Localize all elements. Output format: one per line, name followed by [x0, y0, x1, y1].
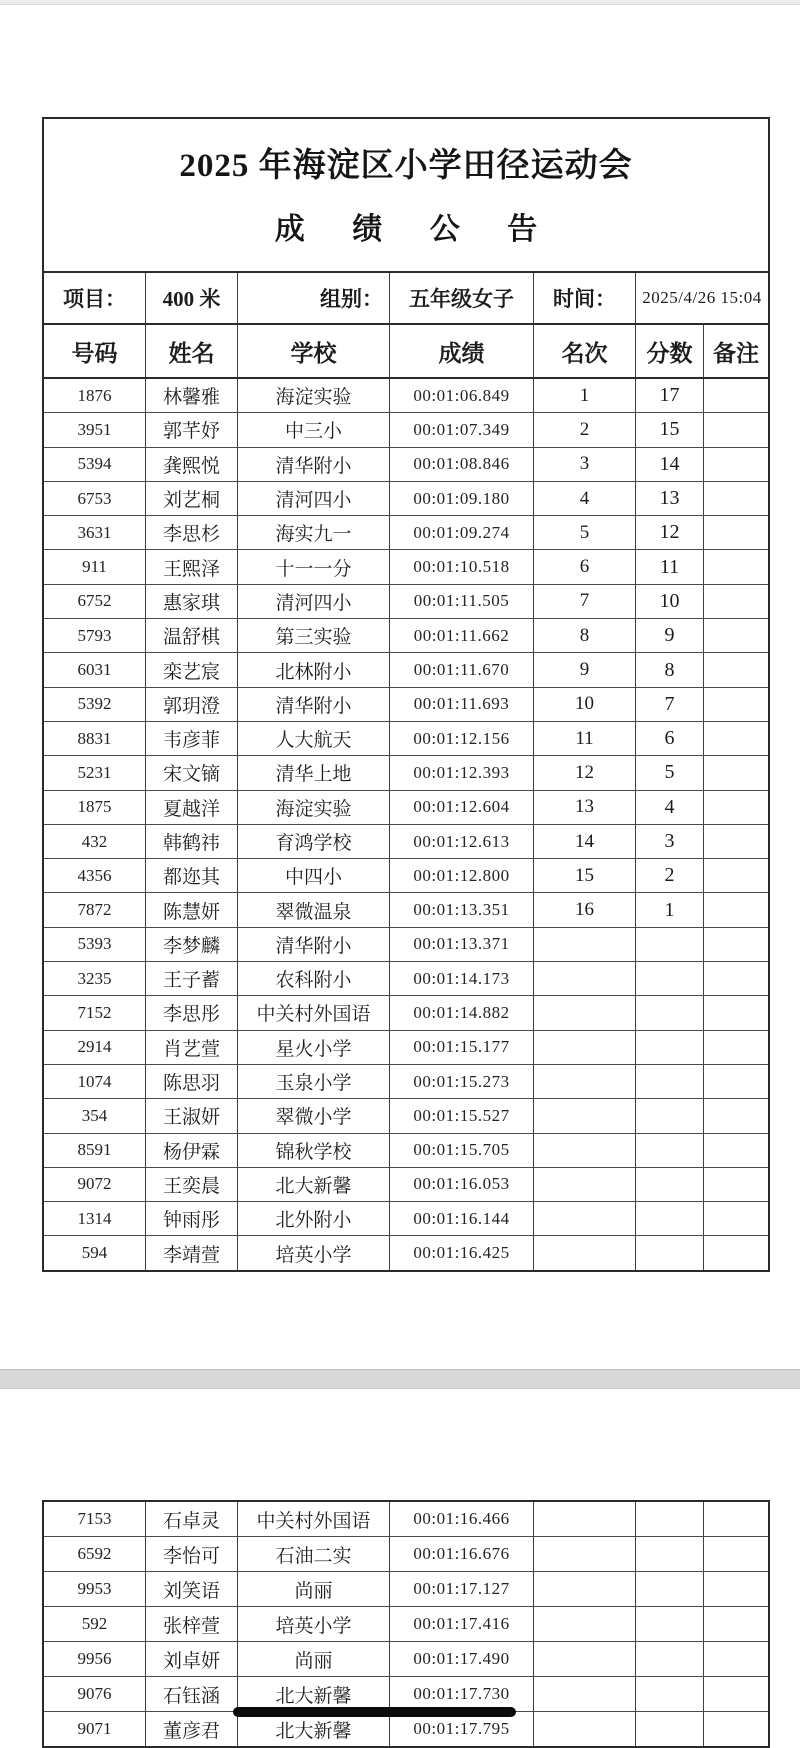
cell-score [635, 1168, 703, 1201]
cell-school: 石油二实 [237, 1537, 389, 1571]
cell-athlete-name: 惠家琪 [145, 585, 237, 618]
cell-remark [703, 619, 768, 652]
cell-score [635, 996, 703, 1029]
cell-remark [703, 1677, 768, 1711]
cell-rank: 2 [533, 413, 635, 446]
cell-result-time: 00:01:06.849 [389, 379, 533, 412]
table-row [44, 652, 768, 686]
cell-school: 清河四小 [237, 482, 389, 515]
cell-result-time: 00:01:07.349 [389, 413, 533, 446]
cell-remark [703, 1502, 768, 1536]
cell-score: 5 [635, 756, 703, 789]
table-row [44, 1676, 768, 1711]
cell-rank [533, 1099, 635, 1132]
cell-score: 17 [635, 379, 703, 412]
cell-athlete-name: 刘笑语 [145, 1572, 237, 1606]
table-row [44, 1030, 768, 1064]
cell-score [635, 1031, 703, 1064]
cell-school: 清华附小 [237, 448, 389, 481]
table-row [44, 1167, 768, 1201]
cell-school: 培英小学 [237, 1607, 389, 1641]
col-header-result: 成绩 [389, 325, 533, 377]
cell-bib-number: 3235 [77, 968, 112, 988]
cell-rank: 15 [533, 859, 635, 892]
cell-bib-number: 5392 [77, 694, 112, 714]
cell-score [635, 1065, 703, 1098]
table-row [44, 721, 768, 755]
cell-bib-number: 7872 [77, 900, 112, 920]
cell-score: 9 [635, 619, 703, 652]
cell-rank [533, 1065, 635, 1098]
cell-remark [703, 962, 768, 995]
cell-school: 人大航天 [237, 722, 389, 755]
cell-athlete-name: 李梦麟 [145, 928, 237, 961]
cell-bib-number: 6031 [77, 660, 112, 680]
cell-bib-number: 592 [81, 1614, 108, 1633]
cell-bib-number: 5793 [77, 625, 112, 645]
cell-bib-number: 6592 [77, 1544, 112, 1563]
cell-score: 6 [635, 722, 703, 755]
cell-bib-number: 9071 [77, 1719, 112, 1738]
cell-remark [703, 1099, 768, 1132]
table-row [44, 618, 768, 652]
cell-result-time: 00:01:16.466 [389, 1502, 533, 1536]
cell-remark [703, 448, 768, 481]
cell-remark [703, 585, 768, 618]
event-value: 400 米 [145, 273, 237, 323]
group-label: 组别： [237, 273, 389, 323]
cell-remark [703, 653, 768, 686]
cell-result-time: 00:01:15.527 [389, 1099, 533, 1132]
cell-score: 10 [635, 585, 703, 618]
cell-result-time: 00:01:13.371 [389, 928, 533, 961]
cell-result-time: 00:01:11.505 [389, 585, 533, 618]
table-row [44, 927, 768, 961]
table-row [44, 892, 768, 926]
cell-school: 中三小 [237, 413, 389, 446]
cell-remark [703, 482, 768, 515]
cell-remark [703, 722, 768, 755]
cell-remark [703, 1065, 768, 1098]
cell-score: 12 [635, 516, 703, 549]
cell-result-time: 00:01:11.693 [389, 688, 533, 721]
cell-score [635, 928, 703, 961]
results-body-page1 [44, 379, 768, 1270]
cell-athlete-name: 刘艺桐 [145, 482, 237, 515]
cell-athlete-name: 夏越洋 [145, 791, 237, 824]
cell-bib-number: 7153 [77, 1509, 112, 1528]
cell-school: 清河四小 [237, 585, 389, 618]
cell-rank [533, 1202, 635, 1235]
cell-score: 13 [635, 482, 703, 515]
cell-result-time: 00:01:17.795 [389, 1712, 533, 1746]
table-row [44, 961, 768, 995]
cell-bib-number: 8831 [77, 728, 112, 748]
cell-bib-number: 9956 [77, 1649, 112, 1668]
table-row [44, 1641, 768, 1676]
cell-athlete-name: 郭玥澄 [145, 688, 237, 721]
cell-school: 尚丽 [237, 1572, 389, 1606]
cell-rank: 9 [533, 653, 635, 686]
cell-score [635, 962, 703, 995]
cell-athlete-name: 陈慧妍 [145, 893, 237, 926]
cell-athlete-name: 都迩其 [145, 859, 237, 892]
cell-score: 14 [635, 448, 703, 481]
cell-bib-number: 9953 [77, 1579, 112, 1598]
cell-remark [703, 688, 768, 721]
table-row [44, 481, 768, 515]
table-row [44, 995, 768, 1029]
cell-athlete-name: 肖艺萱 [145, 1031, 237, 1064]
cell-rank: 10 [533, 688, 635, 721]
table-row [44, 379, 768, 412]
cell-athlete-name: 石卓灵 [145, 1502, 237, 1536]
cell-bib-number: 7152 [77, 1002, 112, 1022]
cell-score [635, 1134, 703, 1167]
cell-result-time: 00:01:16.676 [389, 1537, 533, 1571]
cell-remark [703, 791, 768, 824]
cell-school: 海淀实验 [237, 379, 389, 412]
cell-score [635, 1202, 703, 1235]
cell-remark [703, 1607, 768, 1641]
cell-school: 农科附小 [237, 962, 389, 995]
table-row [44, 1201, 768, 1235]
cell-school: 北大新馨 [237, 1168, 389, 1201]
table-row [44, 1098, 768, 1132]
cell-rank [533, 1642, 635, 1676]
cell-remark [703, 1572, 768, 1606]
cell-school: 第三实验 [237, 619, 389, 652]
table-row [44, 1064, 768, 1098]
cell-rank: 16 [533, 893, 635, 926]
col-header-name: 姓名 [145, 325, 237, 377]
cell-rank [533, 1168, 635, 1201]
cell-school: 中四小 [237, 859, 389, 892]
cell-school: 清华上地 [237, 756, 389, 789]
cell-bib-number: 5231 [77, 762, 112, 782]
cell-bib-number: 5393 [77, 934, 112, 954]
table-row [44, 790, 768, 824]
cell-result-time: 00:01:17.416 [389, 1607, 533, 1641]
table-row [44, 1235, 768, 1269]
cell-school: 中关村外国语 [237, 996, 389, 1029]
cell-rank [533, 1134, 635, 1167]
table-row [44, 1606, 768, 1641]
cell-bib-number: 432 [81, 831, 108, 851]
cell-result-time: 00:01:16.144 [389, 1202, 533, 1235]
cell-rank [533, 1537, 635, 1571]
cell-athlete-name: 龚熙悦 [145, 448, 237, 481]
time-value: 2025/4/26 15:04 [635, 273, 768, 323]
cell-score [635, 1099, 703, 1132]
cell-athlete-name: 李思杉 [145, 516, 237, 549]
table-row [44, 447, 768, 481]
cell-athlete-name: 林馨雅 [145, 379, 237, 412]
cell-school: 海实九一 [237, 516, 389, 549]
cell-score: 8 [635, 653, 703, 686]
document-subtitle: 成 绩 公 告 [274, 213, 558, 246]
cell-rank [533, 1502, 635, 1536]
cell-rank: 11 [533, 722, 635, 755]
cell-score: 3 [635, 825, 703, 858]
cell-athlete-name: 杨伊霖 [145, 1134, 237, 1167]
cell-score: 15 [635, 413, 703, 446]
table-row [44, 549, 768, 583]
cell-athlete-name: 钟雨彤 [145, 1202, 237, 1235]
table-header-row [44, 323, 768, 379]
cell-score [635, 1502, 703, 1536]
cell-result-time: 00:01:09.274 [389, 516, 533, 549]
table-row [44, 1133, 768, 1167]
cell-score [635, 1236, 703, 1269]
cell-remark [703, 1642, 768, 1676]
cell-bib-number: 1876 [77, 385, 112, 405]
table-row [44, 687, 768, 721]
cell-remark [703, 1134, 768, 1167]
black-marker-stroke [233, 1707, 516, 1717]
cell-school: 培英小学 [237, 1236, 389, 1269]
table-row [44, 584, 768, 618]
cell-score: 1 [635, 893, 703, 926]
cell-rank: 6 [533, 550, 635, 583]
col-header-remark: 备注 [703, 325, 768, 377]
cell-bib-number: 594 [81, 1243, 108, 1263]
table-row [44, 515, 768, 549]
cell-school: 玉泉小学 [237, 1065, 389, 1098]
cell-bib-number: 3951 [77, 419, 112, 439]
cell-result-time: 00:01:09.180 [389, 482, 533, 515]
cell-school: 星火小学 [237, 1031, 389, 1064]
cell-rank: 12 [533, 756, 635, 789]
cell-result-time: 00:01:16.425 [389, 1236, 533, 1269]
cell-school: 育鸿学校 [237, 825, 389, 858]
cell-remark [703, 1537, 768, 1571]
cell-rank [533, 1712, 635, 1746]
cell-remark [703, 550, 768, 583]
cell-athlete-name: 王熙泽 [145, 550, 237, 583]
cell-rank: 14 [533, 825, 635, 858]
cell-remark [703, 1168, 768, 1201]
cell-remark [703, 379, 768, 412]
cell-remark [703, 893, 768, 926]
cell-athlete-name: 李怡可 [145, 1537, 237, 1571]
cell-athlete-name: 张梓萱 [145, 1607, 237, 1641]
col-header-number: 号码 [71, 340, 118, 366]
cell-result-time: 00:01:11.670 [389, 653, 533, 686]
meta-info-row [44, 271, 768, 323]
cell-score [635, 1607, 703, 1641]
cell-result-time: 00:01:12.156 [389, 722, 533, 755]
cell-bib-number: 8591 [77, 1140, 112, 1160]
cell-bib-number: 2914 [77, 1037, 112, 1057]
time-label: 时间： [533, 273, 635, 323]
document-title: 2025 年海淀区小学田径运动会 [179, 148, 633, 184]
cell-school: 清华附小 [237, 928, 389, 961]
cell-result-time: 00:01:17.490 [389, 1642, 533, 1676]
cell-school: 锦秋学校 [237, 1134, 389, 1167]
cell-rank: 13 [533, 791, 635, 824]
cell-athlete-name: 董彦君 [145, 1712, 237, 1746]
cell-score [635, 1677, 703, 1711]
cell-bib-number: 1314 [77, 1208, 112, 1228]
cell-remark [703, 859, 768, 892]
page-separator-band [0, 1369, 800, 1389]
group-value: 五年级女子 [389, 273, 533, 323]
cell-bib-number: 6752 [77, 591, 112, 611]
cell-score: 2 [635, 859, 703, 892]
table-row [44, 1502, 768, 1536]
cell-bib-number: 354 [81, 1105, 108, 1125]
cell-athlete-name: 郭芊妤 [145, 413, 237, 446]
cell-rank: 8 [533, 619, 635, 652]
cell-result-time: 00:01:10.518 [389, 550, 533, 583]
cell-athlete-name: 宋文镝 [145, 756, 237, 789]
col-header-school: 学校 [237, 325, 389, 377]
cell-bib-number: 9076 [77, 1684, 112, 1703]
cell-result-time: 00:01:15.273 [389, 1065, 533, 1098]
cell-bib-number: 4356 [77, 865, 112, 885]
cell-score: 7 [635, 688, 703, 721]
cell-remark [703, 825, 768, 858]
cell-result-time: 00:01:17.730 [389, 1677, 533, 1711]
cell-bib-number: 6753 [77, 488, 112, 508]
cell-athlete-name: 王淑妍 [145, 1099, 237, 1132]
cell-remark [703, 1236, 768, 1269]
cell-result-time: 00:01:12.393 [389, 756, 533, 789]
cell-remark [703, 928, 768, 961]
cell-rank [533, 1031, 635, 1064]
cell-score [635, 1537, 703, 1571]
cell-bib-number: 1074 [77, 1071, 112, 1091]
cell-result-time: 00:01:12.604 [389, 791, 533, 824]
cell-school: 翠微小学 [237, 1099, 389, 1132]
cell-result-time: 00:01:14.882 [389, 996, 533, 1029]
cell-remark [703, 756, 768, 789]
cell-rank [533, 996, 635, 1029]
cell-bib-number: 911 [82, 557, 107, 577]
cell-result-time: 00:01:12.613 [389, 825, 533, 858]
cell-result-time: 00:01:17.127 [389, 1572, 533, 1606]
cell-school: 尚丽 [237, 1642, 389, 1676]
cell-rank [533, 1607, 635, 1641]
cell-result-time: 00:01:08.846 [389, 448, 533, 481]
cell-school: 北大新馨 [237, 1677, 389, 1711]
cell-result-time: 00:01:13.351 [389, 893, 533, 926]
cell-athlete-name: 李靖萱 [145, 1236, 237, 1269]
col-header-rank: 名次 [533, 325, 635, 377]
cell-remark [703, 1031, 768, 1064]
cell-bib-number: 3631 [77, 522, 112, 542]
title-block [44, 119, 768, 271]
cell-remark [703, 516, 768, 549]
cell-athlete-name: 刘卓妍 [145, 1642, 237, 1676]
cell-school: 清华附小 [237, 688, 389, 721]
cell-rank [533, 962, 635, 995]
cell-athlete-name: 韩鹤祎 [145, 825, 237, 858]
cell-remark [703, 996, 768, 1029]
cell-rank [533, 928, 635, 961]
cell-athlete-name: 陈思羽 [145, 1065, 237, 1098]
col-header-score: 分数 [635, 325, 703, 377]
cell-rank: 1 [533, 379, 635, 412]
cell-result-time: 00:01:14.173 [389, 962, 533, 995]
cell-remark [703, 413, 768, 446]
cell-school: 北大新馨 [237, 1712, 389, 1746]
cell-score: 4 [635, 791, 703, 824]
cell-school: 十一一分 [237, 550, 389, 583]
cell-school: 北外附小 [237, 1202, 389, 1235]
event-label: 项目： [63, 287, 126, 311]
cell-remark [703, 1202, 768, 1235]
cell-result-time: 00:01:16.053 [389, 1168, 533, 1201]
cell-athlete-name: 石钰涵 [145, 1677, 237, 1711]
cell-result-time: 00:01:15.705 [389, 1134, 533, 1167]
table-row [44, 755, 768, 789]
table-row [44, 412, 768, 446]
table-row [44, 858, 768, 892]
cell-athlete-name: 栾艺宸 [145, 653, 237, 686]
cell-rank: 7 [533, 585, 635, 618]
cell-rank [533, 1572, 635, 1606]
cell-athlete-name: 王奕晨 [145, 1168, 237, 1201]
cell-athlete-name: 李思彤 [145, 996, 237, 1029]
table-row [44, 824, 768, 858]
cell-rank [533, 1236, 635, 1269]
cell-rank: 3 [533, 448, 635, 481]
cell-school: 海淀实验 [237, 791, 389, 824]
results-sheet-page1 [42, 117, 770, 1272]
cell-result-time: 00:01:12.800 [389, 859, 533, 892]
cell-bib-number: 1875 [77, 797, 112, 817]
cell-score: 11 [635, 550, 703, 583]
cell-school: 翠微温泉 [237, 893, 389, 926]
cell-result-time: 00:01:11.662 [389, 619, 533, 652]
cell-athlete-name: 温舒棋 [145, 619, 237, 652]
screen-top-bar [0, 0, 800, 5]
cell-rank: 5 [533, 516, 635, 549]
cell-rank [533, 1677, 635, 1711]
cell-score [635, 1712, 703, 1746]
cell-score [635, 1642, 703, 1676]
cell-athlete-name: 王子蓄 [145, 962, 237, 995]
table-row [44, 1571, 768, 1606]
cell-athlete-name: 韦彦菲 [145, 722, 237, 755]
cell-rank: 4 [533, 482, 635, 515]
cell-score [635, 1572, 703, 1606]
table-row [44, 1536, 768, 1571]
cell-remark [703, 1712, 768, 1746]
cell-bib-number: 9072 [77, 1174, 112, 1194]
cell-bib-number: 5394 [77, 454, 112, 474]
cell-school: 中关村外国语 [237, 1502, 389, 1536]
cell-result-time: 00:01:15.177 [389, 1031, 533, 1064]
cell-school: 北林附小 [237, 653, 389, 686]
